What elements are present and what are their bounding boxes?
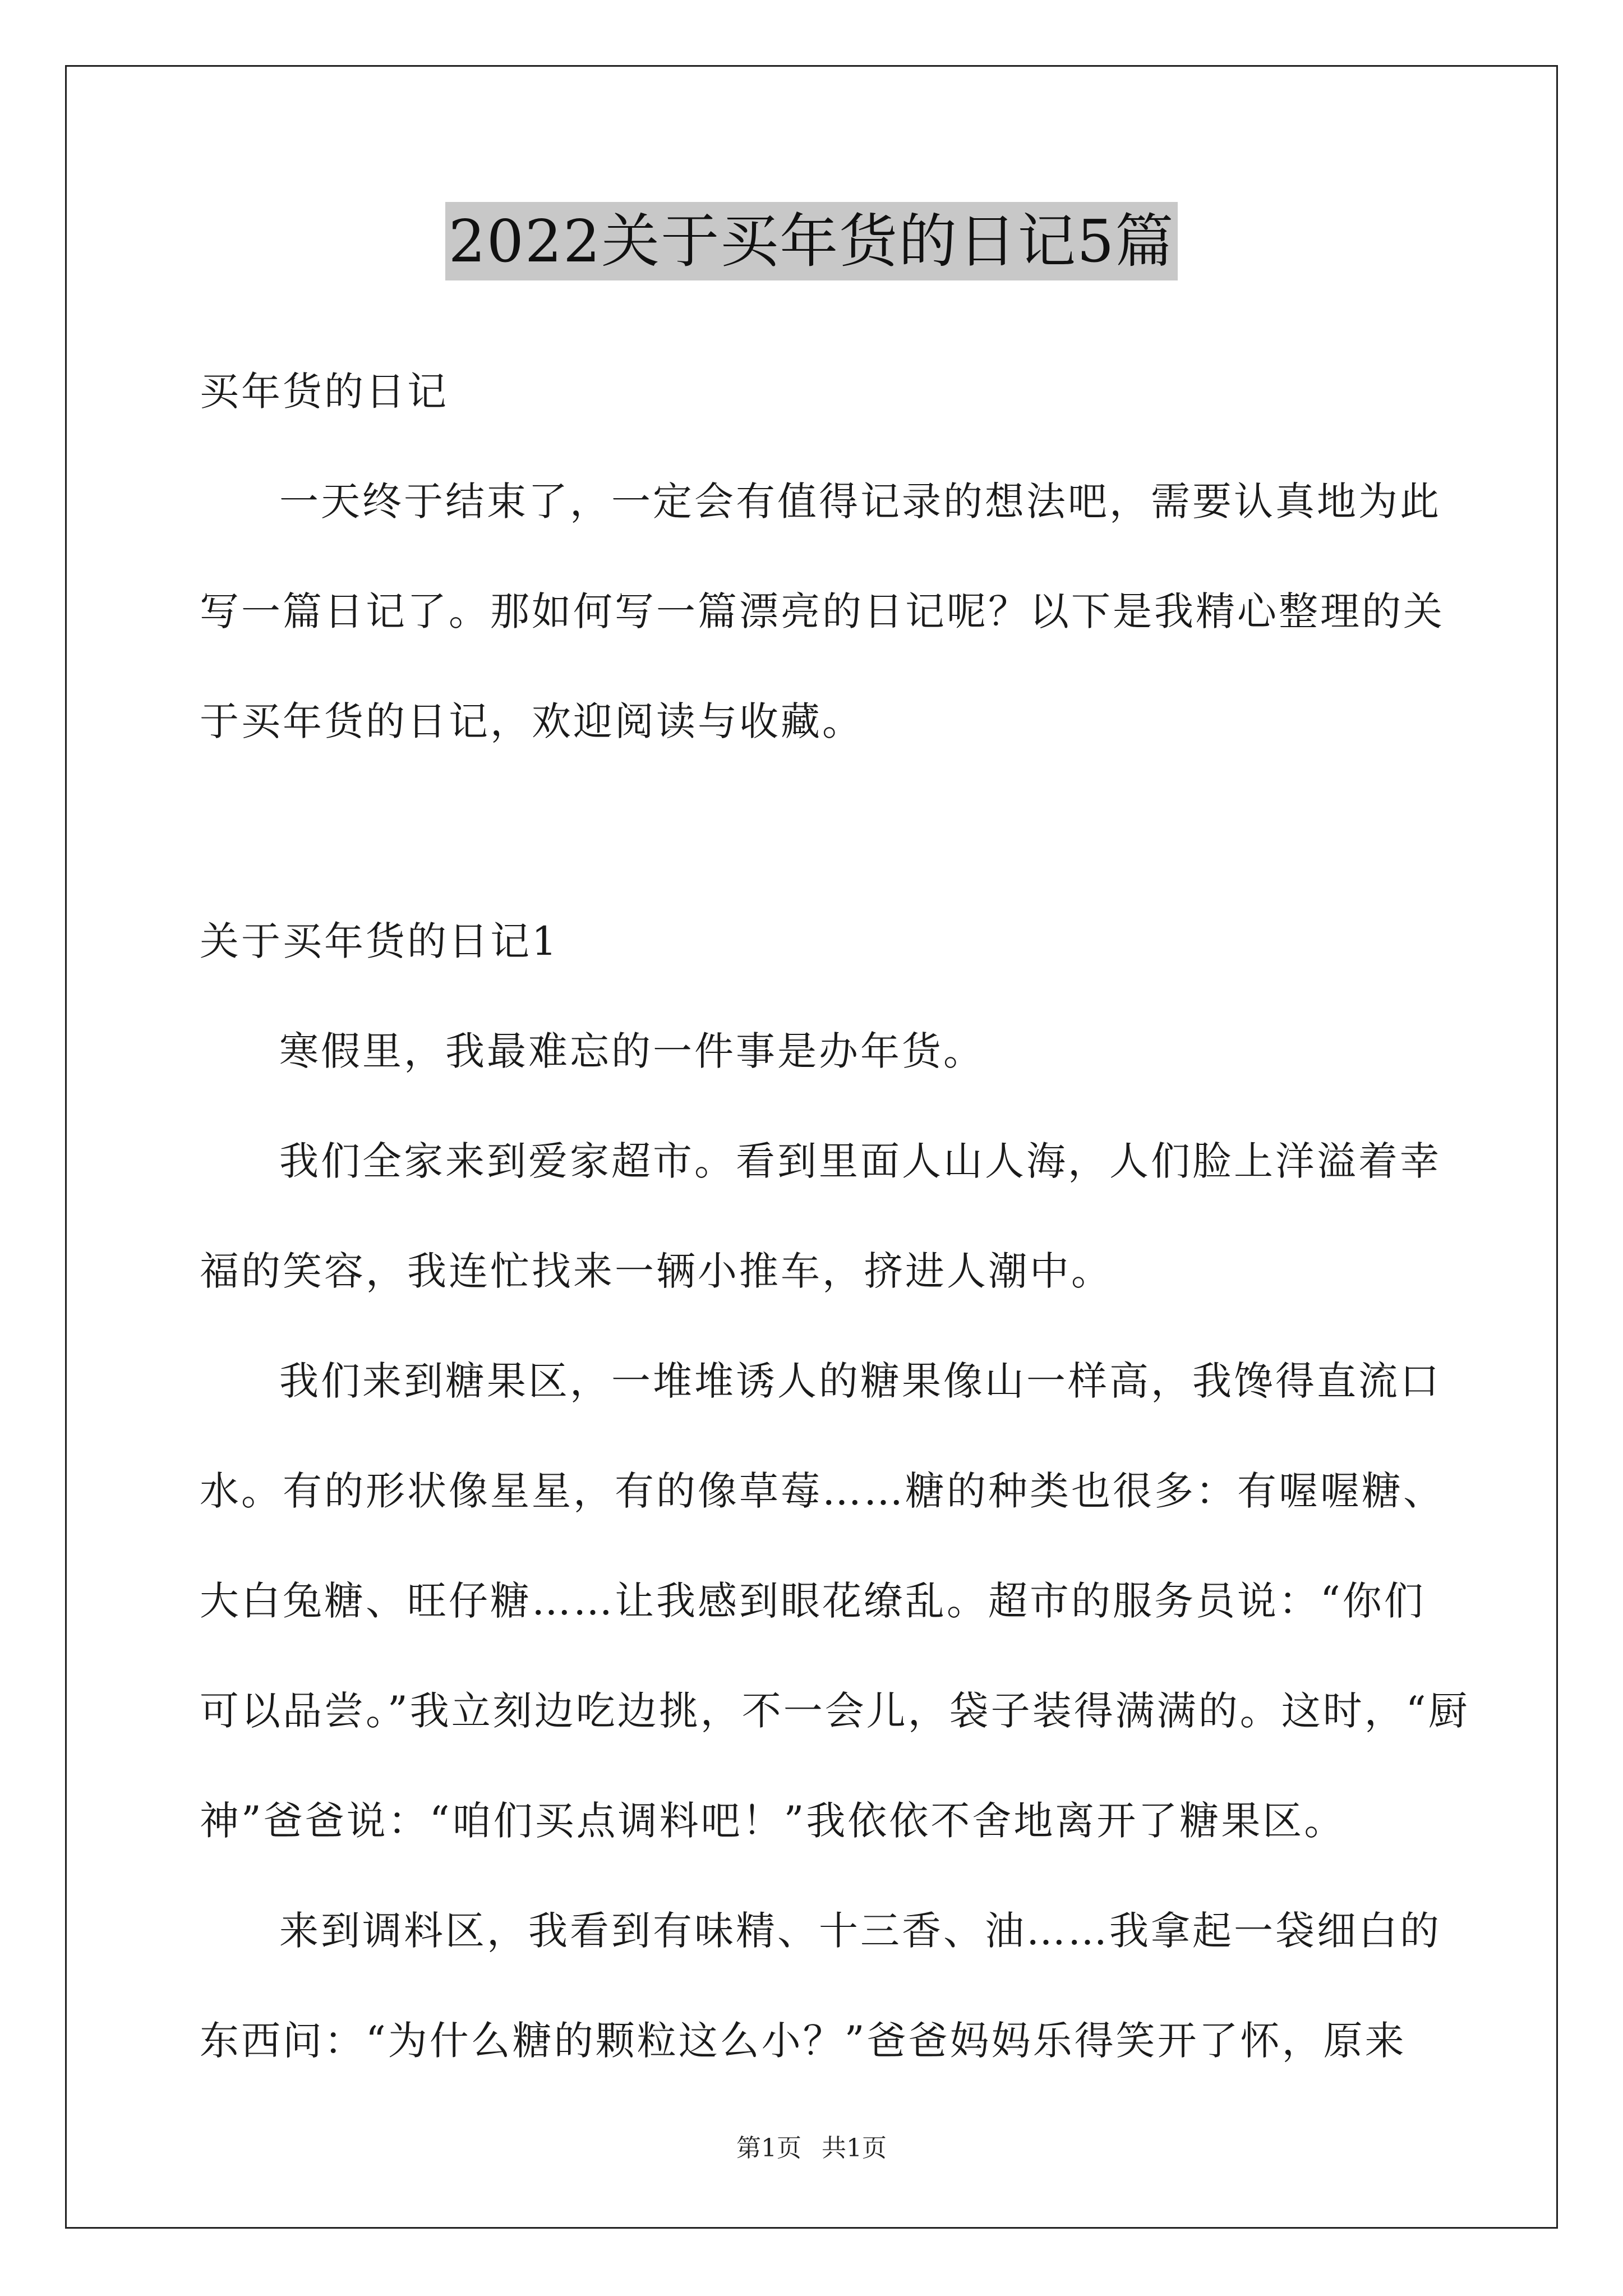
paragraph-line: 我们来到糖果区，一堆堆诱人的糖果像山一样高，我馋得直流口 <box>279 1358 1441 1404</box>
paragraph-line: 大白兔糖、旺仔糖……让我感到眼花缭乱。超市的服务员说：“你们 <box>200 1578 1426 1624</box>
page-number: 第1页 <box>736 2134 801 2162</box>
paragraph-line: 来到调料区，我看到有味精、十三香、油……我拿起一袋细白的 <box>279 1908 1441 1954</box>
document-title: 2022关于买年货的日记5篇 <box>445 202 1178 280</box>
paragraph-line: 我们全家来到爱家超市。看到里面人山人海，人们脸上洋溢着幸 <box>279 1138 1441 1184</box>
paragraph-line: 于买年货的日记，欢迎阅读与收藏。 <box>200 698 864 744</box>
title-container <box>0 202 1623 280</box>
document-body <box>200 337 1470 2096</box>
paragraph-line: 可以品尝。”我立刻边吃边挑，不一会儿，袋子装得满满的。这时，“厨 <box>200 1688 1470 1734</box>
paragraph-line: 福的笑容，我连忙找来一辆小推车，挤进人潮中。 <box>200 1248 1113 1294</box>
paragraph-line: 一天终于结束了，一定会有值得记录的想法吧，需要认真地为此 <box>279 478 1441 524</box>
paragraph-line: 寒假里，我最难忘的一件事是办年货。 <box>279 1028 985 1074</box>
page-footer <box>0 2132 1623 2165</box>
blank-line <box>200 776 1428 886</box>
paragraph-line: 水。有的形状像星星，有的像草莓……糖的种类也很多：有喔喔糖、 <box>200 1468 1445 1514</box>
section-heading: 关于买年货的日记1 <box>200 918 559 964</box>
paragraph-line: 神”爸爸说：“咱们买点调料吧！”我依依不舍地离开了糖果区。 <box>200 1798 1346 1844</box>
paragraph-line: 东西问：“为什么糖的颗粒这么小？”爸爸妈妈乐得笑开了怀，原来 <box>200 2018 1407 2064</box>
paragraph-line: 写一篇日记了。那如何写一篇漂亮的日记呢？以下是我精心整理的关 <box>200 588 1445 634</box>
section-heading: 买年货的日记 <box>200 369 449 415</box>
page-total: 共1页 <box>822 2134 887 2162</box>
